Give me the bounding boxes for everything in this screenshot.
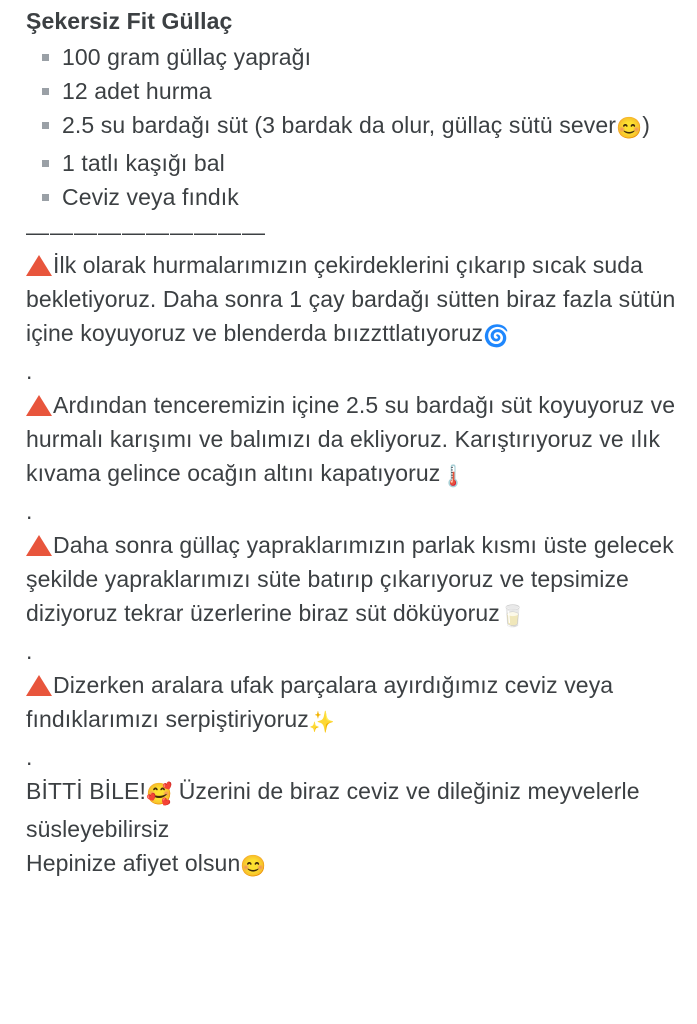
bullet-icon <box>42 122 49 129</box>
sparkles-emoji: ✨ <box>308 711 336 734</box>
red-triangle-icon <box>26 255 52 276</box>
ingredient-text: 1 tatlı kaşığı bal <box>62 150 225 176</box>
ingredient-text: Ceviz veya fındık <box>62 184 239 210</box>
closing-lead: BİTTİ BİLE! <box>26 778 146 804</box>
smiling-face-emoji: 😊 <box>240 855 267 878</box>
smiling-face-with-hearts-emoji: 🥰 <box>145 783 173 806</box>
bullet-icon <box>42 54 49 61</box>
step-paragraph <box>26 248 679 354</box>
ingredients-list <box>26 40 679 214</box>
section-divider: —————————— <box>26 219 266 245</box>
closing-final <box>26 846 679 884</box>
step-paragraph <box>26 528 679 634</box>
thermometer-emoji: 🌡️ <box>440 465 467 488</box>
cyclone-emoji: 🌀 <box>483 325 510 348</box>
step-text: Daha sonra güllaç yapraklarımızın parlak kısmı üste gelecek şekilde yapraklarımızı süte batırıp çıkarıyoruz ve tepsimize diziyoruz tekrar üzerlerine biraz süt döküyoruz <box>26 532 674 626</box>
step-separator: . <box>26 638 33 664</box>
smiling-face-emoji: 😊 <box>616 117 643 140</box>
ingredient-suffix: ) <box>642 112 651 138</box>
step-text: Dizerken aralara ufak parçalara ayırdığımız ceviz veya fındıklarımızı serpiştiriyoruz <box>26 672 614 732</box>
closing-paragraph <box>26 774 679 846</box>
list-item <box>26 40 679 74</box>
step-text: Ardından tenceremizin içine 2.5 su bardağı süt koyuyoruz ve hurmalı karışımı ve balımızı da ekliyoruz. Karıştırıyoruz ve ılık kıvama gelince ocağın altını kapatıyoruz <box>26 392 676 486</box>
list-item <box>26 180 679 214</box>
red-triangle-icon <box>26 535 52 556</box>
ingredient-text: 100 gram güllaç yaprağı <box>62 44 312 70</box>
ingredient-text: 2.5 su bardağı süt (3 bardak da olur, güllaç sütü sever <box>62 112 616 138</box>
list-item <box>26 108 679 146</box>
bullet-icon <box>42 88 49 95</box>
step-separator: . <box>26 358 33 384</box>
list-item <box>26 74 679 108</box>
red-triangle-icon <box>26 395 52 416</box>
page-title: Şekersiz Fit Güllaç <box>26 8 233 34</box>
red-triangle-icon <box>26 675 52 696</box>
step-separator: . <box>26 498 33 524</box>
step-paragraph <box>26 668 679 740</box>
list-item <box>26 146 679 180</box>
closing-final-text: Hepinize afiyet olsun <box>26 850 241 876</box>
ingredient-text: 12 adet hurma <box>62 78 212 104</box>
bullet-icon <box>42 160 49 167</box>
closing-text: Üzerini de biraz ceviz ve dileğiniz meyvelerle süsleyebilirsiz <box>26 778 640 842</box>
glass-of-milk-emoji: 🥛 <box>499 605 527 628</box>
step-text: İlk olarak hurmalarımızın çekirdeklerini çıkarıp sıcak suda bekletiyoruz. Daha sonra 1 çay bardağı sütten biraz fazla sütün içine koyuyoruz ve blenderda bıızzttlatıyoruz <box>26 252 676 346</box>
step-separator: . <box>26 744 33 770</box>
bullet-icon <box>42 194 49 201</box>
step-paragraph <box>26 388 679 494</box>
